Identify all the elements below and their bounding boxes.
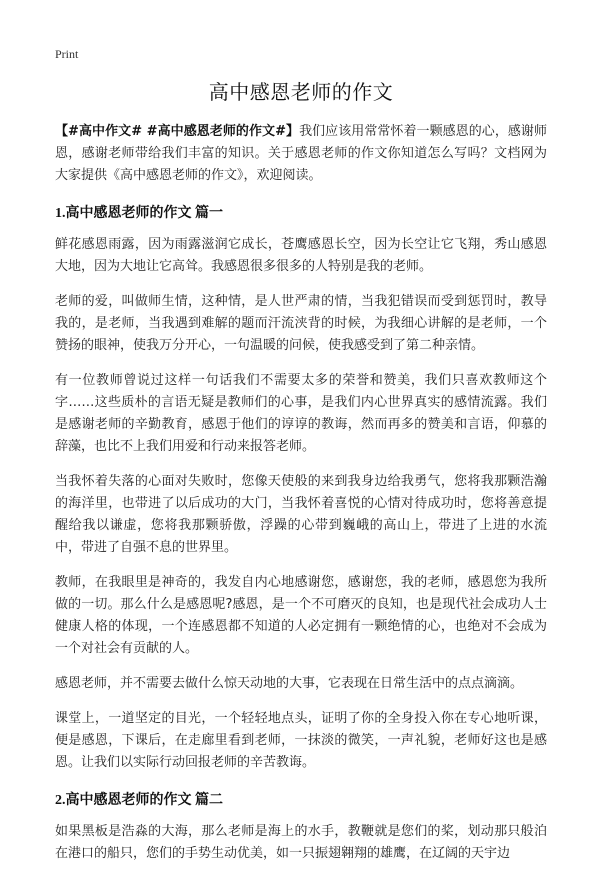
paragraph: 当我怀着失落的心面对失败时，您像天使般的来到我身边给我勇气，您将我那颗浩瀚的海洋里，也带进了以后成功的大门，当我怀着喜悦的心情对待成功时，您将善意提醒给我以谦虚，您将我那颗骄傲，浮躁的心带到巍峨的高山上，带进了上进的水流中，带进了自强不息的世界里。 (55, 474, 547, 555)
section-heading-1: 1.高中感恩老师的作文 篇一 (55, 206, 223, 221)
print-link[interactable]: Print (55, 47, 79, 61)
paragraph: 鲜花感恩雨露，因为雨露滋润它成长，苍鹰感恩长空，因为长空让它飞翔，秀山感恩大地，因为大地让它高耸。我感恩很多很多的人特别是我的老师。 (55, 237, 547, 274)
intro-text: 我们应该用常常怀着一颗感恩的心，感谢师恩，感谢老师带给我们丰富的知识。关于感恩老师的作文你知道怎么写吗？文档网为大家提供《高中感恩老师的作文》，欢迎阅读。 (55, 124, 547, 183)
intro-paragraph (55, 121, 547, 187)
section-heading-2: 2.高中感恩老师的作文 篇二 (55, 793, 223, 808)
paragraph: 如果黑板是浩淼的大海，那么老师是海上的水手，教鞭就是您们的桨，划动那只般泊在港口的船只，您们的手势生动优美，如一只振翅翱翔的雄鹰，在辽阔的天宇边 (55, 824, 547, 861)
page-title: 高中感恩老师的作文 (208, 80, 394, 104)
article (55, 76, 547, 878)
paragraph: 感恩老师，并不需要去做什么惊天动地的大事，它表现在日常生活中的点点滴滴。 (55, 676, 524, 691)
paragraph: 老师的爱，叫做师生情，这种情，是人世严肃的情，当我犯错误而受到惩罚时，教导我的，是老师，当我遇到难解的题而汗流浃背的时候，为我细心讲解的是老师，一个赞扬的眼神，使我万分开心，一句温暖的问候，使我感受到了第二种亲情。 (55, 294, 547, 353)
paragraph: 有一位教师曾说过这样一句话我们不需要太多的荣誉和赞美，我们只喜欢教师这个字……这些质朴的言语无疑是教师们的心事，是我们内心世界真实的感情流露。我们是感谢老师的辛勤教育，感恩于他们的谆谆的教诲，然而再多的赞美和言语，仰慕的辞藻，也比不上我们用爱和行动来报答老师。 (55, 373, 547, 454)
intro-tags: 【#高中作文# #高中感恩老师的作文#】 (55, 124, 300, 139)
paragraph: 教师，在我眼里是神奇的，我发自内心地感谢您，感谢您，我的老师，感恩您为我所做的一切。那么什么是感恩呢?感恩，是一个不可磨灭的良知，也是现代社会成功人士健康人格的体现，一个连感恩都不知道的人必定拥有一颗绝情的心，也绝对不会成为一个对社会有贡献的人。 (55, 575, 547, 656)
paragraph: 课堂上，一道坚定的目光，一个轻轻地点头，证明了你的全身投入你在专心地听课，便是感恩，下课后，在走廊里看到老师，一抹淡的微笑，一声礼貌，老师好这也是感恩。让我们以实际行动回报老师的辛苦教诲。 (55, 711, 547, 770)
